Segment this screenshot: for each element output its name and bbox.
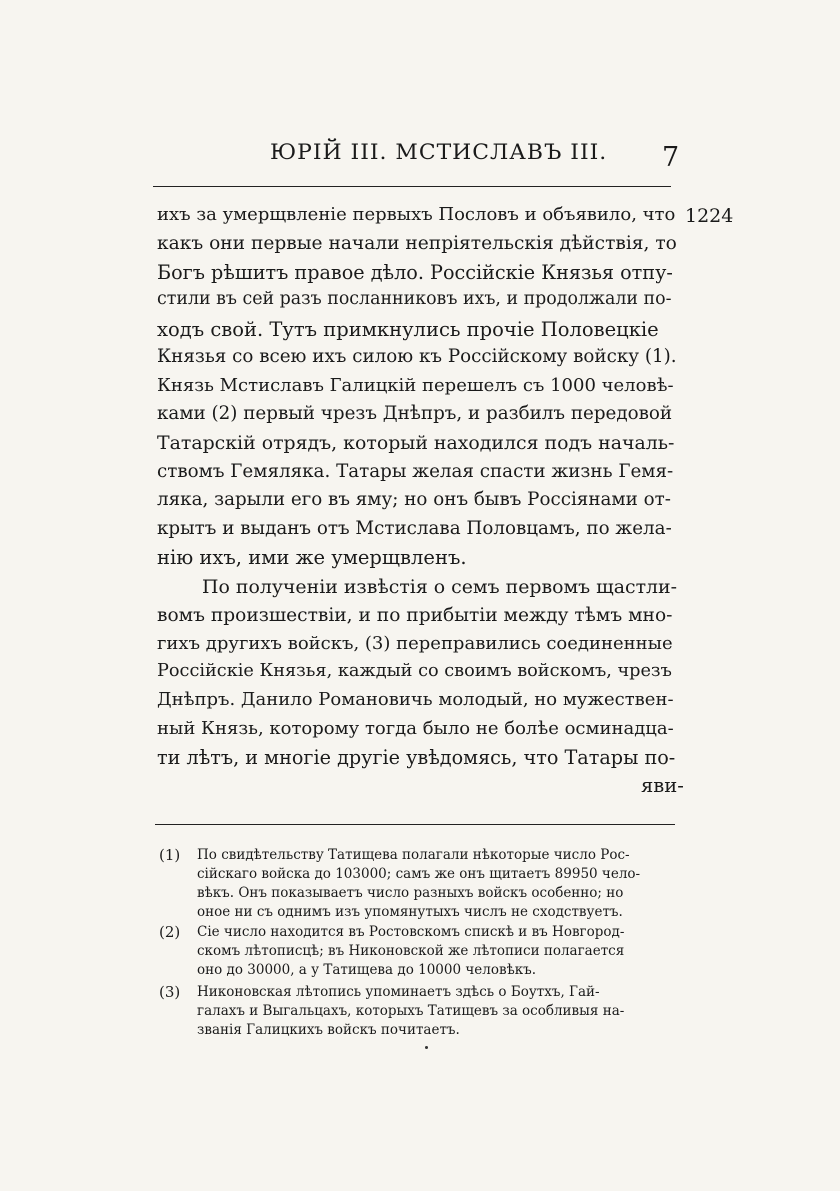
footnote-line: Сіе число находится въ Ростовскомъ спискѣ и въ Новгород-	[197, 924, 625, 940]
text-line: Князья со всею ихъ силою къ Россійскому войску (1).	[157, 346, 677, 367]
text-line: Богъ рѣшитъ правое дѣло. Россійскіе Князья отпу-	[157, 261, 673, 284]
print-speck	[425, 1046, 428, 1049]
text-line: ствомъ Гемяляка. Татары желая спасти жизнь Гемя-	[157, 461, 674, 482]
text-line: крытъ и выданъ отъ Мстислава Половцамъ, по жела-	[157, 518, 672, 539]
footnote-line: оное ни съ однимъ изъ упомянутыхъ числъ не сходствуетъ.	[197, 904, 623, 920]
footnote-marker: (1)	[159, 846, 181, 864]
footnote-line: вѣкъ. Онъ показываетъ число разныхъ войскъ особенно; но	[197, 885, 624, 901]
footnote-line: оно до 30000, а у Татищева до 10000 человѣкъ.	[197, 962, 537, 978]
footnote-line: скомъ лѣтописцѣ; въ Никоновской же лѣтописи полагается	[197, 943, 625, 959]
text-line: По полученіи извѣстія о семъ первомъ щастли-	[202, 576, 678, 598]
margin-year: 1224	[685, 205, 734, 227]
text-line: ный Князь, которому тогда было не болѣе осминадца-	[157, 718, 674, 739]
text-line: вомъ произшествіи, и по прибытіи между тѣмъ мно-	[157, 605, 673, 626]
footnote-marker: (3)	[159, 983, 181, 1001]
text-line: ляка, зарыли его въ яму; но онъ бывъ Россіянами от-	[157, 489, 671, 510]
text-line: нію ихъ, ими же умерщвленъ.	[157, 546, 467, 569]
footnote-line: сійскаго войска до 103000; самъ же онъ щитаетъ 89950 чело-	[197, 866, 641, 882]
text-line: Татарскій отрядъ, который находился подъ началь-	[157, 432, 675, 454]
footnote-line: галахъ и Выгальцахъ, которыхъ Татищевъ за особливыя на-	[197, 1003, 625, 1019]
footnote-rule	[155, 824, 675, 825]
footnote-marker: (2)	[159, 923, 181, 941]
running-header-title: ЮРІЙ III. МСТИСЛАВЪ III.	[270, 140, 608, 165]
text-line: стили въ сей разъ посланниковъ ихъ, и продолжали по-	[157, 289, 672, 309]
text-line: Князь Мстиславъ Галицкій перешелъ съ 1000 человѣ-	[157, 375, 674, 396]
page-number: 7	[662, 142, 680, 173]
footnote-line: Никоновская лѣтопись упоминаетъ здѣсь о Боутхъ, Гай-	[197, 984, 600, 1000]
catchword: яви-	[641, 774, 684, 797]
footnote-line: По свидѣтельству Татищева полагали нѣкоторые число Рос-	[197, 847, 630, 863]
text-line: ти лѣтъ, и многіе другіе увѣдомясь, что Татары по-	[157, 746, 676, 769]
footnote-line: званія Галицкихъ войскъ почитаетъ.	[197, 1022, 460, 1038]
header-rule	[153, 186, 671, 187]
text-line: какъ они первые начали непріятельскія дѣйствія, то	[157, 233, 677, 254]
text-line: Россійскіе Князья, каждый со своимъ войскомъ, чрезъ	[157, 661, 672, 681]
text-line: ками (2) первый чрезъ Днѣпръ, и разбилъ передовой	[157, 403, 673, 424]
text-line: ходъ свой. Тутъ примкнулись прочіе Половецкіе	[157, 318, 659, 341]
text-line: гихъ другихъ войскъ, (3) переправились соединенные	[157, 633, 673, 654]
text-line: ихъ за умерщвленіе первыхъ Пословъ и объявило, что	[157, 204, 676, 225]
text-line: Днѣпръ. Данило Романовичь молодый, но мужествен-	[157, 689, 674, 710]
